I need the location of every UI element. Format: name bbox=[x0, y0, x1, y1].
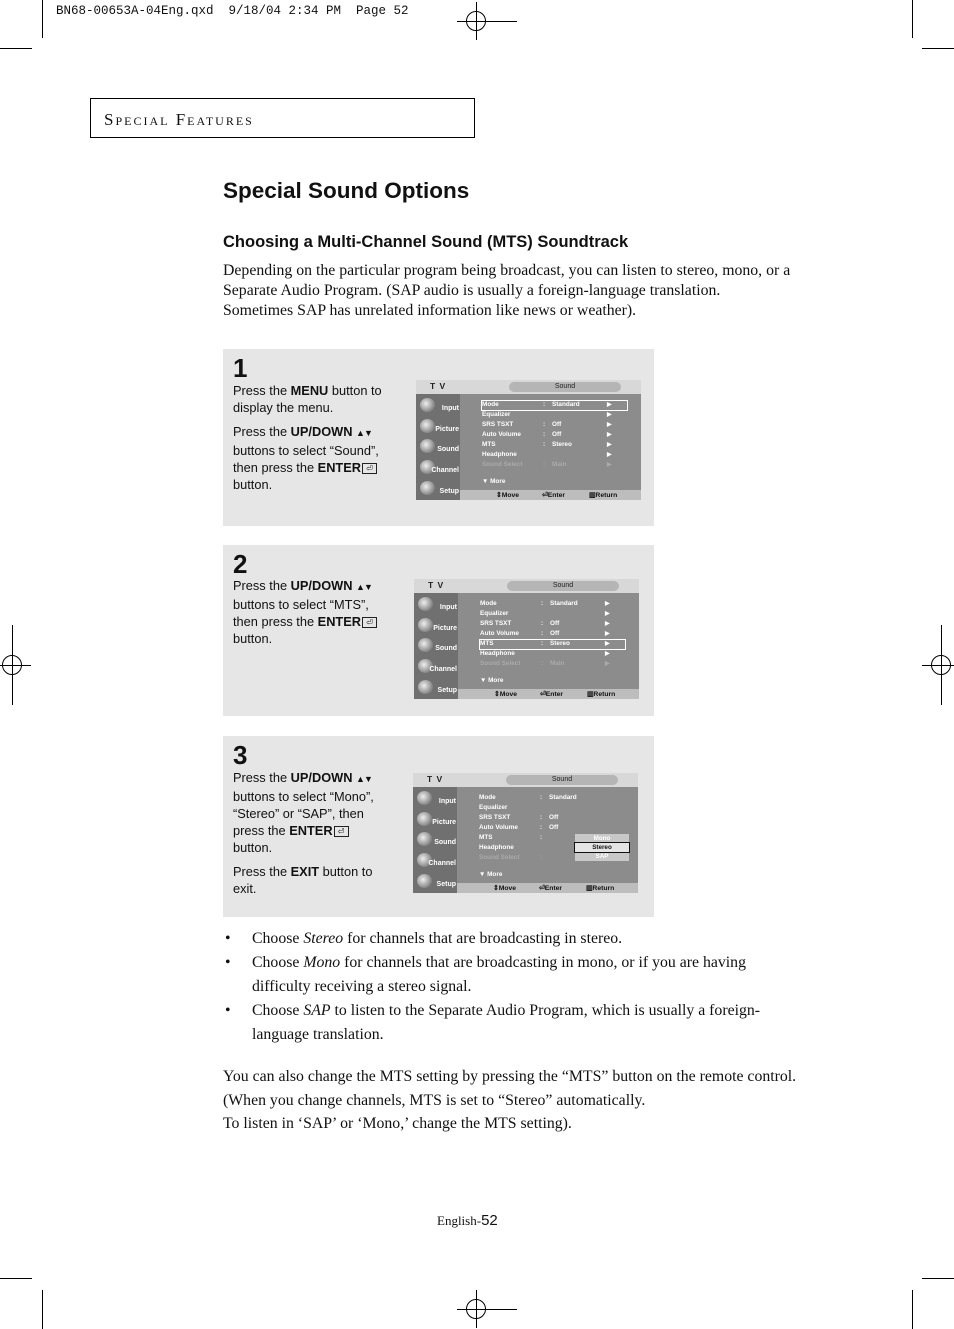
menu-row-mode: Mode : Standard ▶ bbox=[480, 600, 610, 607]
menu-row-srs: SRS TSXT : Off ▶ bbox=[482, 421, 612, 428]
menu-input: Input bbox=[415, 790, 457, 808]
menu-sound: Sound bbox=[416, 637, 458, 655]
enter-icon: ⏎ bbox=[362, 463, 377, 474]
menu-setup: Setup bbox=[416, 679, 458, 697]
menu-row-srs: SRS TSXT : Off bbox=[479, 814, 559, 821]
step-instructions: Press the MENU button to display the menu. Press the UP/DOWN ▲▼ buttons to select “Sound”, then press the ENTER ⏎ button. bbox=[233, 383, 382, 492]
menu-row-mode: Mode : Standard bbox=[479, 794, 577, 801]
list-item: • Choose SAP to listen to the Separate Audio Program, which is usually a foreign-language translation. bbox=[225, 1002, 761, 1043]
menu-row-soundselect: Sound Select : Main ▶ bbox=[480, 660, 610, 667]
mts-choices-list bbox=[223, 927, 798, 1047]
menu-sound: Sound bbox=[415, 831, 457, 849]
menu-setup: Setup bbox=[418, 480, 460, 498]
menu-channel: Channel bbox=[416, 658, 458, 676]
menu-row-soundselect: Sound Select : Main ▶ bbox=[482, 461, 612, 468]
up-down-arrows-icon: ▲▼ bbox=[356, 582, 372, 592]
registration-mark-right bbox=[922, 646, 954, 684]
step-number: 1 bbox=[233, 353, 248, 383]
menu-footer: ⇕ Move ⏎ Enter ▥ Return bbox=[458, 689, 639, 699]
crop-mark bbox=[912, 1290, 913, 1329]
page-footer: English-52 bbox=[437, 1212, 498, 1229]
step-instructions: Press the UP/DOWN ▲▼ buttons to select “MTS”, then press the ENTER ⏎ button. bbox=[233, 577, 397, 654]
menu-channel: Channel bbox=[418, 459, 460, 477]
step-number: 2 bbox=[233, 549, 248, 579]
crop-mark bbox=[0, 1278, 32, 1279]
menu-footer: ⇕ Move ⏎ Enter ▥ Return bbox=[457, 883, 638, 893]
menu-row-srs: SRS TSXT : Off ▶ bbox=[480, 620, 610, 627]
up-down-arrows-icon: ▲▼ bbox=[356, 428, 372, 438]
list-item: • Choose Stereo for channels that are broadcasting in stereo. bbox=[225, 930, 623, 947]
menu-setup: Setup bbox=[415, 873, 457, 891]
intro-paragraph: Depending on the particular program being broadcast, you can listen to stereo, mono, or a Separate Audio Program. (SAP audio is usually a foreign-language translation. Sometimes SAP has unrelated information like news or weather). bbox=[223, 262, 791, 319]
option-stereo: Stereo bbox=[575, 843, 629, 852]
subtitle: Choosing a Multi-Channel Sound (MTS) Soundtrack bbox=[223, 233, 629, 251]
menu-row-soundselect: Sound Select : bbox=[479, 854, 543, 861]
registration-mark-bottom bbox=[457, 1290, 495, 1328]
page-number: 52 bbox=[481, 1212, 498, 1229]
section-title: Special Features bbox=[104, 110, 254, 129]
menu-picture: Picture bbox=[415, 811, 457, 829]
menu-row-autovolume: Auto Volume : Off ▶ bbox=[480, 630, 610, 637]
mts-options-popup bbox=[575, 834, 629, 861]
option-sap: SAP bbox=[595, 853, 609, 860]
crop-mark bbox=[42, 1290, 43, 1329]
closing-paragraph: You can also change the MTS setting by pressing the “MTS” button on the remote control. (When you change channels, MTS is set to “Stereo” automatically. To listen in ‘SAP’ or ‘Mono,’ change the MTS setting). bbox=[223, 1068, 797, 1132]
step-1-panel bbox=[223, 349, 654, 526]
crop-mark bbox=[912, 0, 913, 38]
menu-input: Input bbox=[418, 397, 460, 415]
crop-mark bbox=[0, 48, 32, 49]
tv-menu-screen: T V Sound Input Picture Sound Channel Setup Mode : Standard Equalizer SRS TSXT : Off Auto Volume : Off MTS : Headphone Sound Select : Mono Stereo SAP ▼ More ⇕ Move ⏎ Enter ▥ Return bbox=[413, 773, 638, 893]
menu-channel: Channel bbox=[415, 852, 457, 870]
menu-row-equalizer: Equalizer ▶ bbox=[482, 411, 612, 418]
registration-mark-left bbox=[0, 646, 31, 684]
menu-row-equalizer: Equalizer ▶ bbox=[480, 610, 610, 617]
menu-row-equalizer: Equalizer bbox=[479, 804, 508, 811]
menu-footer: ⇕ Move ⏎ Enter ▥ Return bbox=[460, 490, 641, 500]
menu-row-headphone: Headphone bbox=[479, 844, 514, 851]
step-number: 3 bbox=[233, 740, 248, 770]
menu-row-mts: MTS : Stereo ▶ bbox=[482, 441, 612, 448]
registration-mark-top bbox=[457, 2, 495, 40]
enter-icon: ⏎ bbox=[362, 617, 377, 628]
crop-mark bbox=[922, 48, 954, 49]
step-instructions: Press the UP/DOWN ▲▼ buttons to select “Mono”, “Stereo” or “SAP”, then press the ENTER ⏎ button. Press the EXIT button to exit. bbox=[233, 770, 374, 896]
tv-menu-screen: T V Sound Input Picture Sound Channel Setup Mode : Standard ▶ Equalizer ▶ SRS TSXT : Off ▶ Auto Volume : Off ▶ MTS : Stereo ▶ Headphone ▶ Sound Select : Main ▶ ▼ More ⇕ Move ⏎ Enter ▥ Return bbox=[416, 380, 641, 500]
step-3-panel bbox=[223, 736, 654, 917]
step-2-panel bbox=[223, 545, 654, 716]
menu-row-mode: Mode : Standard ▶ bbox=[482, 401, 627, 410]
menu-row-autovolume: Auto Volume : Off bbox=[479, 824, 559, 831]
crop-mark bbox=[42, 0, 43, 38]
menu-row-mts: MTS : Stereo ▶ bbox=[480, 640, 625, 649]
crop-mark bbox=[922, 1278, 954, 1279]
menu-input: Input bbox=[416, 596, 458, 614]
menu-row-mts: MTS : bbox=[479, 834, 543, 841]
menu-row-autovolume: Auto Volume : Off ▶ bbox=[482, 431, 612, 438]
menu-row-headphone: Headphone ▶ bbox=[480, 650, 610, 657]
slug-line: BN68-00653A-04Eng.qxd 9/18/04 2:34 PM Page 52 bbox=[56, 4, 409, 18]
menu-picture: Picture bbox=[418, 418, 460, 436]
menu-sound: Sound bbox=[418, 438, 460, 456]
enter-icon: ⏎ bbox=[334, 826, 349, 837]
menu-row-headphone: Headphone ▶ bbox=[482, 451, 612, 458]
page-title: Special Sound Options bbox=[223, 178, 470, 203]
option-mono: Mono bbox=[593, 835, 611, 842]
menu-picture: Picture bbox=[416, 617, 458, 635]
up-down-arrows-icon: ▲▼ bbox=[356, 774, 372, 784]
tv-menu-screen: T V Sound Input Picture Sound Channel Setup Mode : Standard ▶ Equalizer ▶ SRS TSXT : Off ▶ Auto Volume : Off ▶ MTS : Stereo ▶ Headphone ▶ Sound Select : Main ▶ ▼ More ⇕ Move ⏎ Enter ▥ Return bbox=[414, 579, 639, 699]
list-item: • Choose Mono for channels that are broadcasting in mono, or if you are having difficulty receiving a stereo signal. bbox=[225, 954, 746, 995]
